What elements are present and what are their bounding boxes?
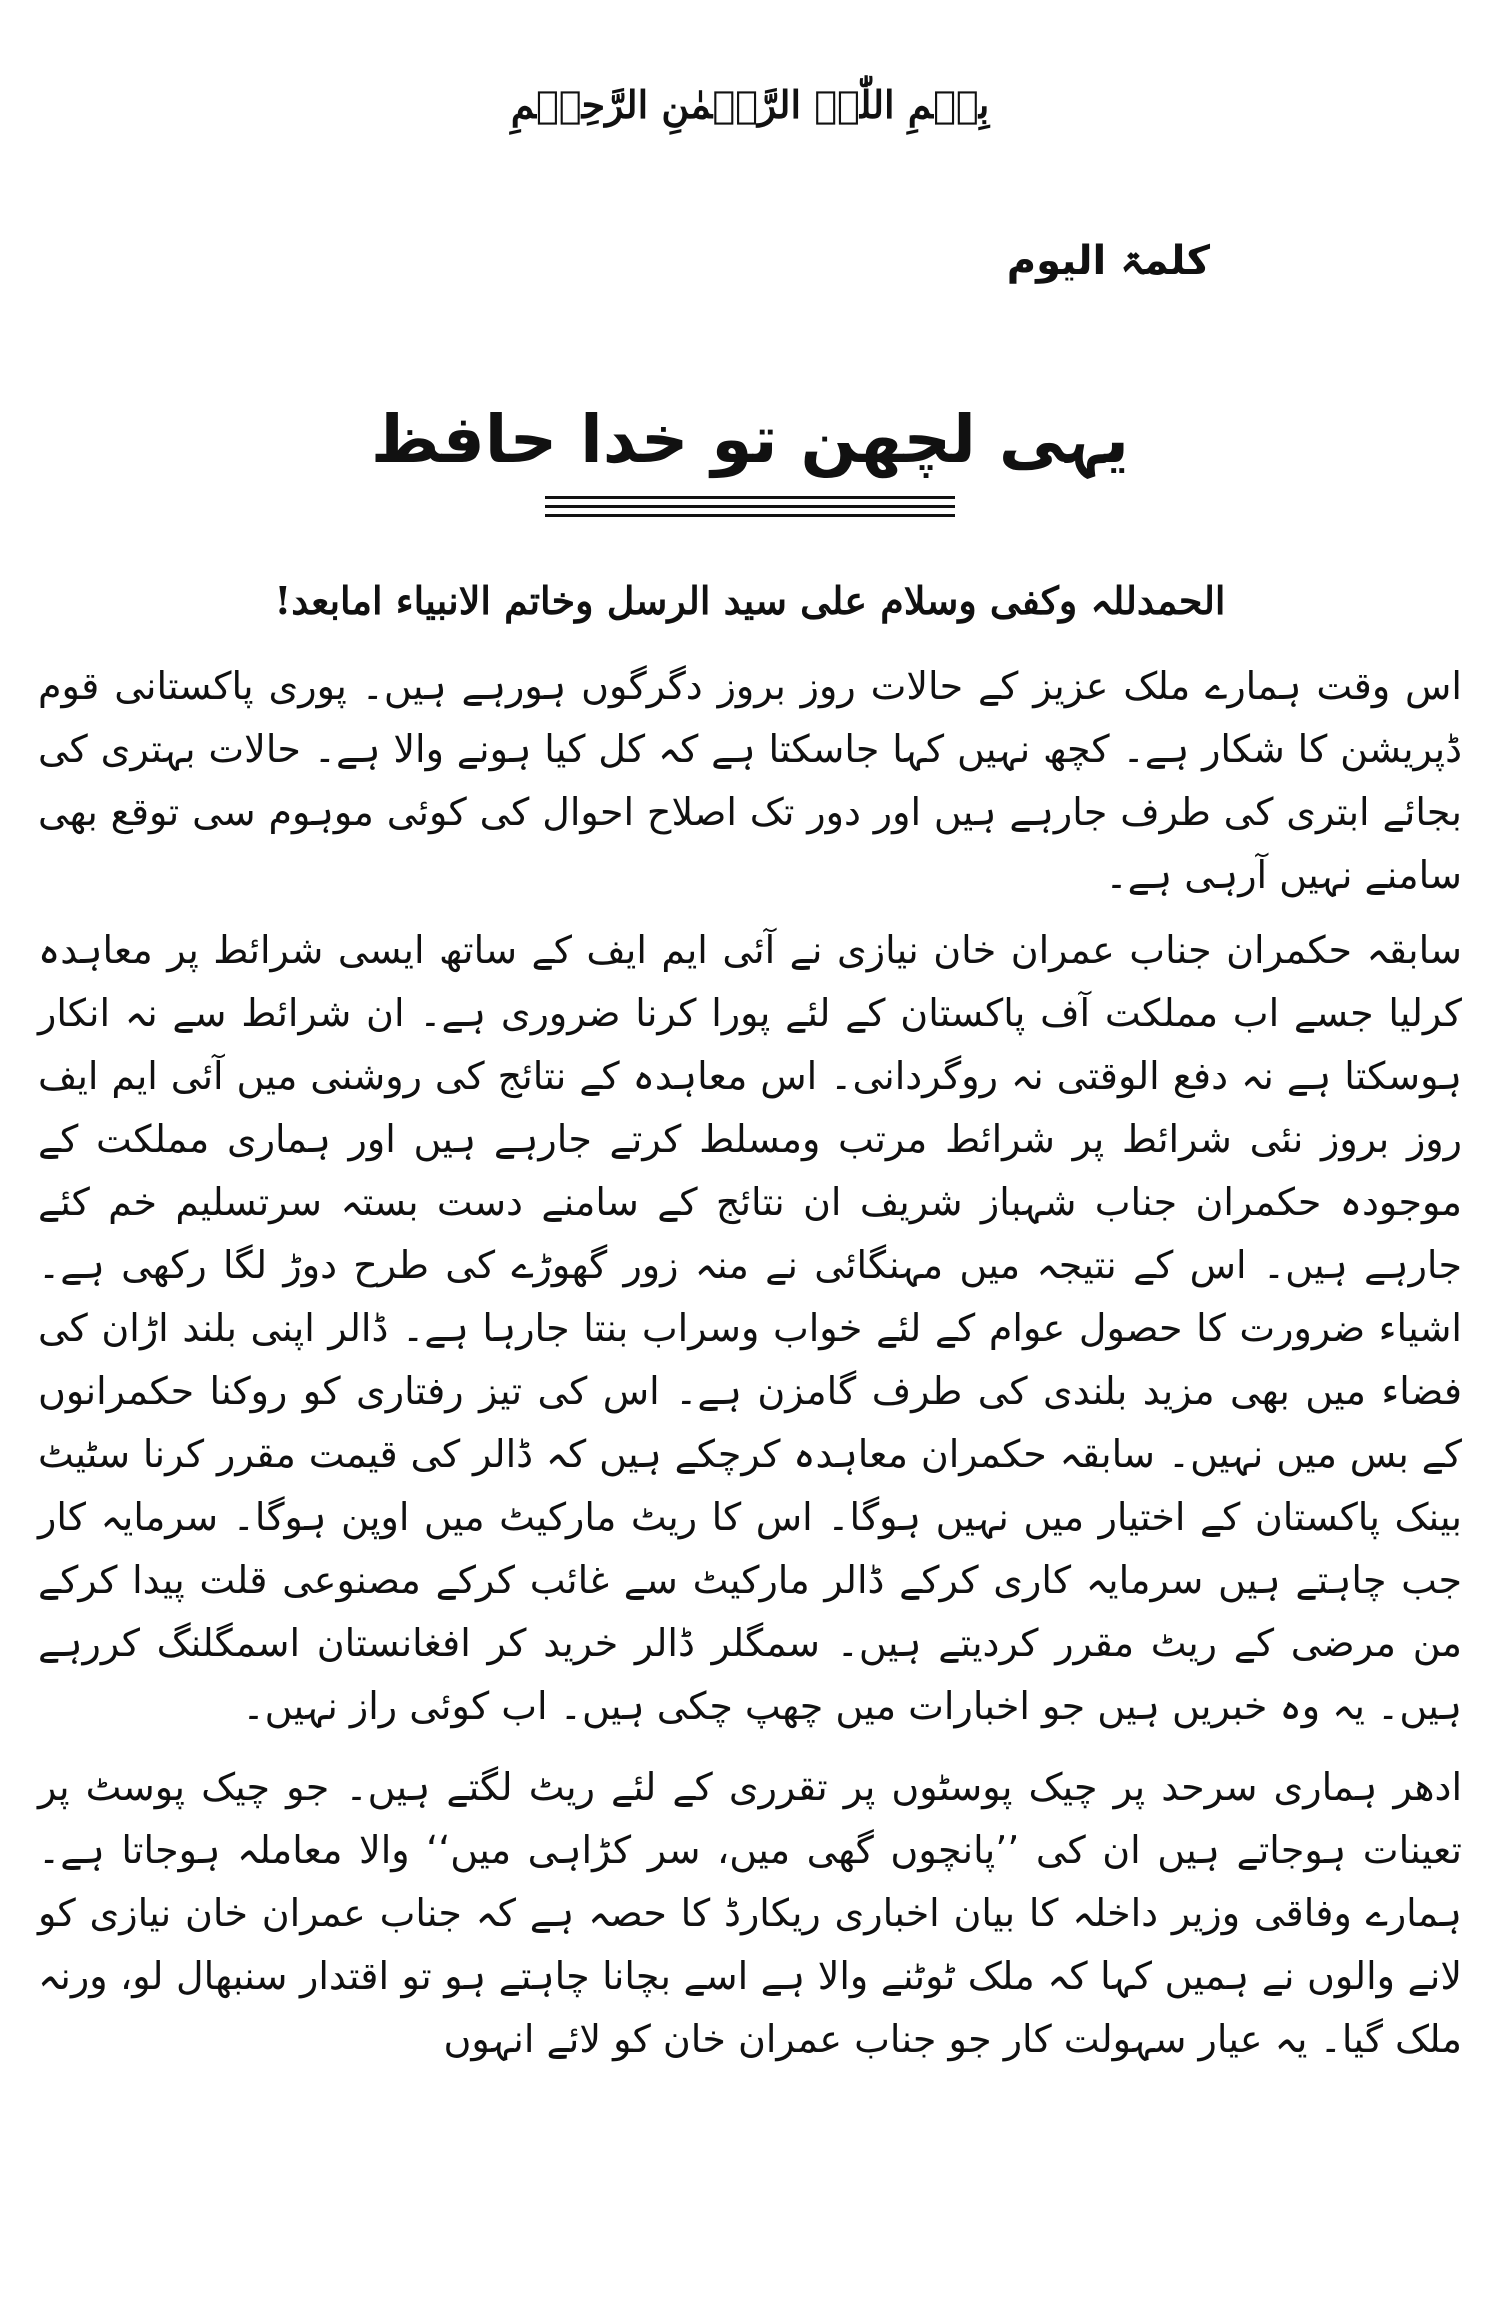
bismillah-heading: بِسۡمِ اللّٰہِ الرَّحۡمٰنِ الرَّحِیۡمِ bbox=[510, 82, 990, 127]
title-underline bbox=[545, 496, 955, 523]
paragraph-2: سابقہ حکمران جناب عمران خان نیازی نے آئی ایم ایف کے ساتھ ایسی شرائط پر معاہدہ کرلیا جسے اب مملکت آف پاکستان کے لئے پورا کرنا ضروری ہے۔ ان شرائط سے نہ انکار ہوسکتا ہے نہ دفع الوقتی نہ روگردانی۔ اس معاہدہ کے نتائج کی روشنی میں آئی ایم ایف روز بروز نئی شرائط پر شرائط مرتب ومسلط کرتے جارہے ہیں اور ہماری مملکت کے موجودہ حکمران جناب شہباز شریف ان نتائج کے سامنے دست بستہ سرتسلیم خم کئے جارہے ہیں۔ اس کے نتیجہ میں مہنگائی نے منہ زور گھوڑے کی طرح دوڑ لگا رکھی ہے۔ اشیاء ضرورت کا حصول عوام کے لئے خواب وسراب بنتا جارہا ہے۔ ڈالر اپنی بلند اڑان کی فضاء میں بھی مزید بلندی کی طرف گامزن ہے۔ اس کی تیز رفتاری کو روکنا حکمرانوں کے بس میں نہیں۔ سابقہ حکمران معاہدہ کرچکے ہیں کہ ڈالر کی قیمت مقرر کرنا سٹیٹ بینک پاکستان کے اختیار میں نہیں ہوگا۔ اس کا ریٹ مارکیٹ میں اوپن ہوگا۔ سرمایہ کار جب چاہتے ہیں سرمایہ کاری کرکے ڈالر مارکیٹ سے غائب کرکے مصنوعی قلت پیدا کرکے من مرضی کے ریٹ مقرر کردیتے ہیں۔ سمگلر ڈالر خرید کر افغانستان اسمگلنگ کررہے ہیں۔ یہ وہ خبریں ہیں جو اخبارات میں چھپ چکی ہیں۔ اب کوئی راز نہیں۔ bbox=[38, 928, 1462, 1728]
section-label: کلمۃ الیوم bbox=[1006, 238, 1210, 284]
article-body bbox=[38, 655, 1462, 2083]
opening-salutation: الحمدللہ وکفی وسلام علی سید الرسل وخاتم الانبیاء امابعد! bbox=[274, 578, 1226, 623]
paragraph-1: اس وقت ہمارے ملک عزیز کے حالات روز بروز دگرگوں ہورہے ہیں۔ پوری پاکستانی قوم ڈپریشن کا شکار ہے۔ کچھ نہیں کہا جاسکتا ہے کہ کل کیا ہونے والا ہے۔ حالات بہتری کی بجائے ابتری کی طرف جارہے ہیں اور دور تک اصلاح احوال کی کوئی موہوم سی توقع بھی سامنے نہیں آرہی ہے۔ bbox=[38, 664, 1462, 897]
paragraph-3: ادھر ہماری سرحد پر چیک پوسٹوں پر تقرری کے لئے ریٹ لگتے ہیں۔ جو چیک پوسٹ پر تعینات ہوجاتے ہیں ان کی ’’پانچوں گھی میں، سر کڑاہی میں‘‘ والا معاملہ ہوجاتا ہے۔ ہمارے وفاقی وزیر داخلہ کا بیان اخباری ریکارڈ کا حصہ ہے کہ جناب عمران خان نیازی کو لانے والوں نے ہمیں کہا کہ ملک ٹوٹنے والا ہے اسے بچانا چاہتے ہو تو اقتدار سنبھال لو، ورنہ ملک گیا۔ یہ عیار سہولت کار جو جناب عمران خان کو لائے انہوں bbox=[38, 1765, 1463, 2061]
article-title: یہی لچھن تو خدا حافظ bbox=[370, 401, 1130, 478]
